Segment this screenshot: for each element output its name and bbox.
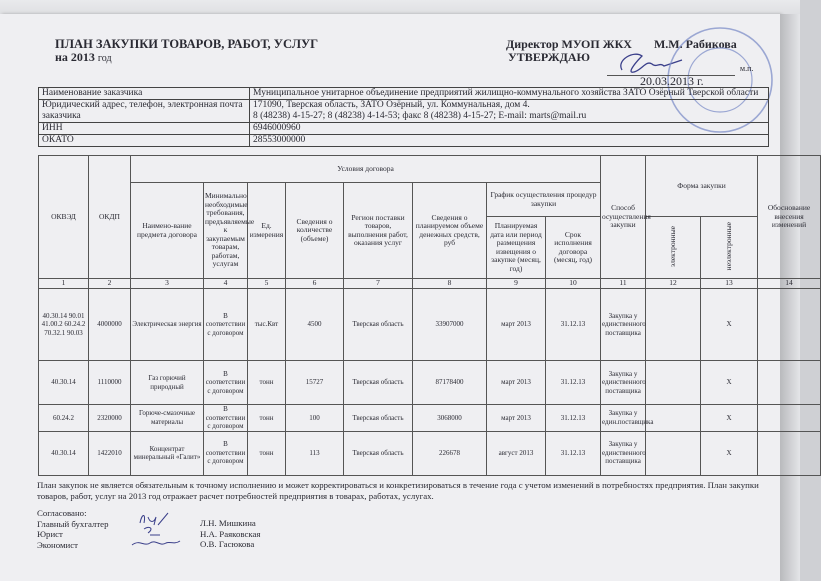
header-okved: ОКВЭД [39, 156, 89, 279]
header-region: Регион поставки товаров, выполнения работ, оказания услуг [344, 183, 413, 279]
cell-term: 31.12.13 [546, 361, 601, 405]
table-row [39, 289, 821, 361]
cell-requirements: В соответствии с договором [204, 289, 248, 361]
header-schedule: График осуществления процедур закупки [487, 183, 601, 217]
column-number: 9 [487, 279, 546, 289]
cell-quantity: 4500 [286, 289, 344, 361]
cell-region: Тверская область [344, 289, 413, 361]
plan-note: План закупок не является обязательным к точному исполнению и может корректироваться и конкретизироваться в течение года с учетом изменений в потребностях предприятия. План закупки товаров, работ, услуг на 2013 год отражает расчет потребностей предприятия в товарах, работах, услугах. [37, 480, 759, 501]
cell-okved: 40.30.14 90.01 41.00.2 60.24.2 70.32.1 90.03 [39, 289, 89, 361]
cell-region: Тверская область [344, 405, 413, 432]
seal-mark: м.п. [740, 64, 754, 73]
header-subject: Наимено-вание предмета договора [131, 183, 204, 279]
cell-quantity: 15727 [286, 361, 344, 405]
cell-term: 31.12.13 [546, 289, 601, 361]
column-number: 2 [89, 279, 131, 289]
info-value: 28553000000 [250, 135, 769, 147]
column-number: 8 [413, 279, 487, 289]
column-number: 10 [546, 279, 601, 289]
column-number: 14 [758, 279, 821, 289]
cell-quantity: 113 [286, 431, 344, 475]
header-justification: Обоснование внесения изменений [758, 156, 821, 279]
cell-justification [758, 431, 821, 475]
cell-non-electronic: Х [701, 431, 758, 475]
cell-electronic [646, 361, 701, 405]
cell-planned-date: март 2013 [487, 405, 546, 432]
signatory-name: О.В. Гасюкова [200, 539, 255, 549]
approve-word: УТВЕРЖДАЮ [508, 50, 591, 64]
cell-okdp: 2320000 [89, 405, 131, 432]
header-electronic: электронные [646, 217, 701, 279]
cell-method: Закупка у единственного поставщика [601, 431, 646, 475]
cell-okdp: 1110000 [89, 361, 131, 405]
info-label: ОКАТО [39, 135, 250, 147]
cell-unit: тыс.Квт [248, 289, 286, 361]
info-label: ИНН [39, 123, 250, 135]
cell-planned-date: август 2013 [487, 431, 546, 475]
cell-term: 31.12.13 [546, 431, 601, 475]
cell-okved: 40.30.14 [39, 431, 89, 475]
cell-amount: 87178400 [413, 361, 487, 405]
cell-non-electronic: Х [701, 289, 758, 361]
signatory-position: Юрист [37, 529, 63, 539]
approver-position: Директор МУОП ЖКХ [506, 37, 632, 51]
cell-subject: Горюче-смазочные материалы [131, 405, 204, 432]
info-row [39, 88, 769, 100]
header-term: Срок исполнения договора (месяц, год) [546, 217, 601, 279]
table-row [39, 361, 821, 405]
approval-date: 20.03.2013 г. [640, 74, 704, 88]
info-row [39, 135, 769, 147]
cell-amount: 3068000 [413, 405, 487, 432]
header-non-electronic: неэлектронные [701, 217, 758, 279]
cell-planned-date: март 2013 [487, 289, 546, 361]
column-number: 3 [131, 279, 204, 289]
info-row [39, 123, 769, 135]
cell-method: Закупка у един.поставщика [601, 405, 646, 432]
cell-unit: тонн [248, 431, 286, 475]
header-contract-terms: Условия договора [131, 156, 601, 183]
column-number: 12 [646, 279, 701, 289]
cell-requirements: В соответствии с договором [204, 361, 248, 405]
cell-okdp: 1422010 [89, 431, 131, 475]
cell-amount: 33907000 [413, 289, 487, 361]
cell-non-electronic: Х [701, 361, 758, 405]
column-number: 1 [39, 279, 89, 289]
cell-unit: тонн [248, 405, 286, 432]
approver-name: М.М. Рабикова [653, 37, 737, 51]
cell-requirements: В соответствии с договором [204, 431, 248, 475]
cell-justification [758, 289, 821, 361]
procurement-plan-table [38, 155, 821, 476]
cell-electronic [646, 431, 701, 475]
cell-unit: тонн [248, 361, 286, 405]
signatory-name: Н.А. Раяковская [200, 528, 261, 539]
signatory-position: Экономист [37, 539, 78, 550]
cell-requirements: В соответствии с договором [204, 405, 248, 432]
info-row [39, 100, 769, 123]
agreement-signatures [130, 511, 198, 551]
info-value: Муниципальное унитарное объединение предприятий жилищно-коммунального хозяйства ЗАТО Озёрный Тверской области [250, 88, 769, 100]
cell-amount: 226678 [413, 431, 487, 475]
column-numbers-row [39, 279, 821, 289]
signatory-position: Главный бухгалтер [37, 518, 109, 529]
cell-quantity: 100 [286, 405, 344, 432]
info-value: 171090, Тверская область, ЗАТО Озёрный, ул. Коммунальная, дом 4. 8 (48238) 4-15-27; 8 (48238) 4-14-53; факс 8 (48238) 4-15-27; E-mail: marts@mail.ru [250, 100, 769, 123]
header-method: Способ осуществления закупки [601, 156, 646, 279]
table-row [39, 405, 821, 432]
cell-planned-date: март 2013 [487, 361, 546, 405]
column-number: 4 [204, 279, 248, 289]
header-okdp: ОКДП [89, 156, 131, 279]
cell-electronic [646, 405, 701, 432]
agreement-block [37, 508, 108, 550]
table-row [39, 431, 821, 475]
header-unit: Ед. измерения [248, 183, 286, 279]
signatory-name: Л.Н. Мишкина [200, 518, 256, 528]
cell-okved: 60.24.2 [39, 405, 89, 432]
cell-okdp: 4000000 [89, 289, 131, 361]
cell-non-electronic: Х [701, 405, 758, 432]
column-number: 13 [701, 279, 758, 289]
info-value: 6946000960 [250, 123, 769, 135]
cell-subject: Электрическая энергия [131, 289, 204, 361]
plan-year: на 2013 год [55, 50, 112, 64]
cell-method: Закупка у единственного поставщика [601, 289, 646, 361]
column-number: 5 [248, 279, 286, 289]
info-label: Юридический адрес, телефон, электронная почта заказчика [39, 100, 250, 123]
cell-justification [758, 361, 821, 405]
document-title: ПЛАН ЗАКУПКИ ТОВАРОВ, РАБОТ, УСЛУГ [55, 37, 319, 51]
signatory-names [200, 518, 260, 550]
cell-method: Закупка у единственного поставщика [601, 361, 646, 405]
cell-term: 31.12.13 [546, 405, 601, 432]
cell-region: Тверская область [344, 361, 413, 405]
cell-justification [758, 405, 821, 432]
cell-subject: Концентрат минеральный «Галит» [131, 431, 204, 475]
info-label: Наименование заказчика [39, 88, 250, 100]
header-form: Форма закупки [646, 156, 758, 217]
director-signature [612, 50, 692, 76]
header-planned-date: Планируемая дата или период размещения извещения о закупке (месяц, год) [487, 217, 546, 279]
document-title-block [55, 38, 318, 65]
cell-subject: Газ горючий природный [131, 361, 204, 405]
agreement-heading: Согласовано: [37, 508, 87, 518]
header-amount: Сведения о планируемом объеме денежных средств, руб [413, 183, 487, 279]
cell-electronic [646, 289, 701, 361]
customer-info-table [38, 87, 769, 147]
header-quantity: Сведения о количестве (объеме) [286, 183, 344, 279]
header-requirements: Минимально необходимые требования, предъявляемые к закупаемым товарам, работам, услугам [204, 183, 248, 279]
cell-okved: 40.30.14 [39, 361, 89, 405]
cell-region: Тверская область [344, 431, 413, 475]
column-number: 7 [344, 279, 413, 289]
column-number: 6 [286, 279, 344, 289]
column-number: 11 [601, 279, 646, 289]
